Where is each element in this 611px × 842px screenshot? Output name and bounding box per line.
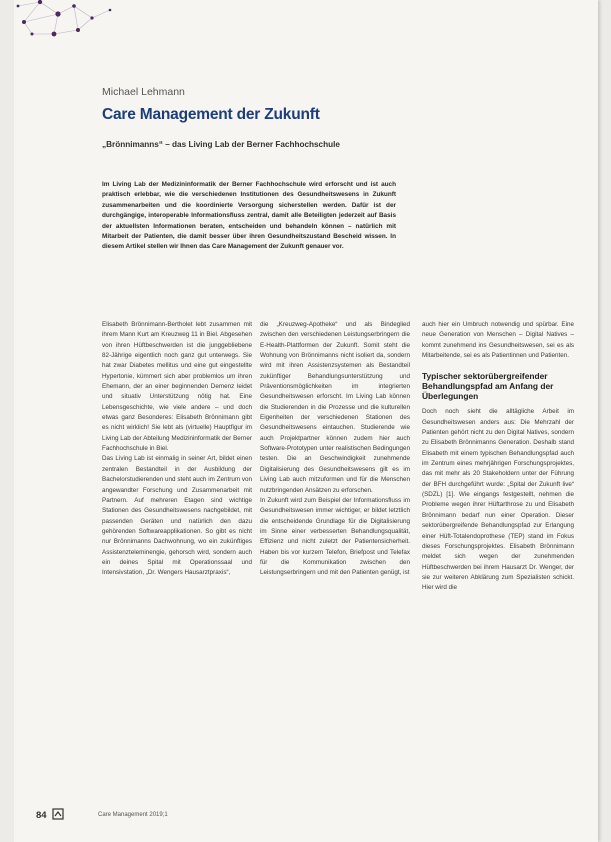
article-subtitle: „Brönnimanns“ – das Living Lab der Berner Fachhochschule: [102, 140, 340, 149]
magazine-logo-icon: [52, 808, 64, 820]
magazine-page: [14, 0, 598, 842]
article-title: Care Management der Zukunft: [102, 106, 320, 123]
article-lead: Im Living Lab der Medizininformatik der Berner Fachhochschule wird erforscht und ist auch praktisch erlebbar, wie die verschiedenen Institutionen des Gesundheitswesens in Zukunft zusammenarbeiten und die koordinierte Versorgung sicherstellen werden. Dafür ist der durchgängige, interoperable Informationsfluss zentral, damit alle Beteiligten jederzeit auf Basis der aktuellsten Informationen beraten, entscheiden und behandeln können – natürlich mit Mitarbeit der Patienten, die damit besser über ihren Gesundheitszustand Bescheid wissen. In diesem Artikel stellen wir Ihnen das Care Management der Zukunft genauer vor.: [102, 181, 396, 251]
paragraph: auch hier ein Umbruch notwendig und spürbar. Eine neue Generation von Menschen – Digital Natives – kommt zunehmend ins Gesundheitswesen, sei es als Mitarbeitende, sei es als Patientinnen und Patienten.: [422, 321, 574, 360]
paragraph: die „Kreuzweg-Apotheke“ und als Bindeglied zwischen den verschiedenen Leistungserbringern die E-Health-Plattformen der Zukunft. Somit steht die Wohnung von Brönnimanns nicht isoliert da, sondern wird mit ihren Assistenzsystemen als Bestandteil zukünftiger Behandlungsunterstützung und Präventionsmöglichkeiten im integrierten Gesundheitswesen erforscht. Im Living Lab können die Studierenden in die Prozesse und die kulturellen Eigenheiten der verschiedenen Stationen des Gesundheitswesens eintauchen. Studierende wie auch Projektpartner können zudem hier auch Software-Prototypen unter realistischen Bedingungen testen. Die an Geschwindigkeit zunehmende Digitalisierung des Gesundheitswesens gilt es im Living Lab auch mitzuformen und für die Menschen nutzbringenden Ansätzen zu erforschen.: [260, 321, 410, 494]
magazine-name: Care Management 2019;1: [98, 812, 168, 818]
network-decoration-icon: [14, 0, 124, 50]
text-column-3: [422, 320, 574, 820]
page-number: 84: [36, 810, 47, 821]
paragraph: In Zukunft wird zum Beispiel der Informationsfluss im Gesundheitswesen immer wichtiger, er bildet letztlich die entscheidende Grundlage für die Digitalisierung im Sinne einer verbesserten Behandlungsqualität, Effizienz und nicht zuletzt der Patientensicherheit. Haben bis vor kurzem Telefon, Briefpost und Telefax für die Kommunikation zwischen den Leistungserbringern und mit den Patienten genügt, ist: [260, 496, 410, 577]
paragraph: Elisabeth Brönnimann-Bertholet lebt zusammen mit ihrem Mann Kurt am Kreuzweg 11 in Biel. Abgesehen von ihren Hüftbeschwerden ist die junggebliebene 82-Jährige eigentlich noch ganz gut unterwegs. Sie hat zwar Diabetes mellitus und eine gut eingestellte Hypertonie, kümmert sich aber problemlos um ihren Ehemann, der an einer beginnenden Demenz leidet und situativ Unterstützung nötig hat. Eine Lebensgeschichte, wie viele andere – und doch etwas ganz Besonderes: Elisabeth Brönnimann gibt es nicht wirklich! Sie lebt als (virtuelle) Hauptfigur im Living Lab der Abteilung Medizininformatik der Berner Fachhochschule in Biel.: [102, 321, 252, 453]
paragraph: Das Living Lab ist einmalig in seiner Art, bildet einen zentralen Bestandteil in der Ausbildung der Bachelorstudierenden und steht auch im Zentrum von angewandter Forschung und Zusammenarbeit mit Partnern. Auf mehreren Etagen sind wichtige Stationen des Gesundheitswesens nachgebildet, mit passenden Geräten und natürlich den dazu gehörenden Softwareapplikationen. So gibt es nicht nur Brönnimanns Dachwohnung, wo ein zukünftiges Assistenzteleminengie, gehorsch wird, sondern auch ein deines Spital mit Operationssaal und Intensivstation, „Dr. Wengers Hausarztpraxis“,: [102, 455, 252, 577]
section-heading: Typischer sektorübergreifender Behandlungspfad am Anfang der Überlegungen: [422, 371, 554, 402]
text-column-1: [102, 320, 252, 820]
paragraph: Doch noch sieht die alltägliche Arbeit im Gesundheitswesen anders aus: Die Mehrzahl der Patienten gehört nicht zu den Digital Natives, sondern zu Elisabeth Brönnimanns Generation. Deshalb stand Elisabeth mit einem typischen Behandlungspfad auch im Zentrum eines mehrjährigen Forschungsprojektes, das mit mehr als 20 Stakeholdern unter der Führung der BFH durchgeführt wurde: „Spital der Zukunft live“ (SDZL) [1]. Wie eingangs festgestellt, nehmen die Probleme wegen ihrer Hüftarthrose zu und Elisabeth Brönnimann bedarf nun einer Operation. Dieser sektorübergreifende Behandlungspfad zur Erlangung einer Hüft-Totalendoprothese (TEP) stand im Fokus dieses Forschungsprojektes. Elisabeth Brönnimann meldet sich wegen der zunehmenden Hüftbeschwerden bei ihrem Hausarzt Dr. Wenger, der sie zur weiteren Abklärung zum Spezialisten schickt. Hier wird die: [422, 408, 574, 592]
text-column-2: [260, 320, 410, 820]
article-author: Michael Lehmann: [102, 86, 185, 98]
